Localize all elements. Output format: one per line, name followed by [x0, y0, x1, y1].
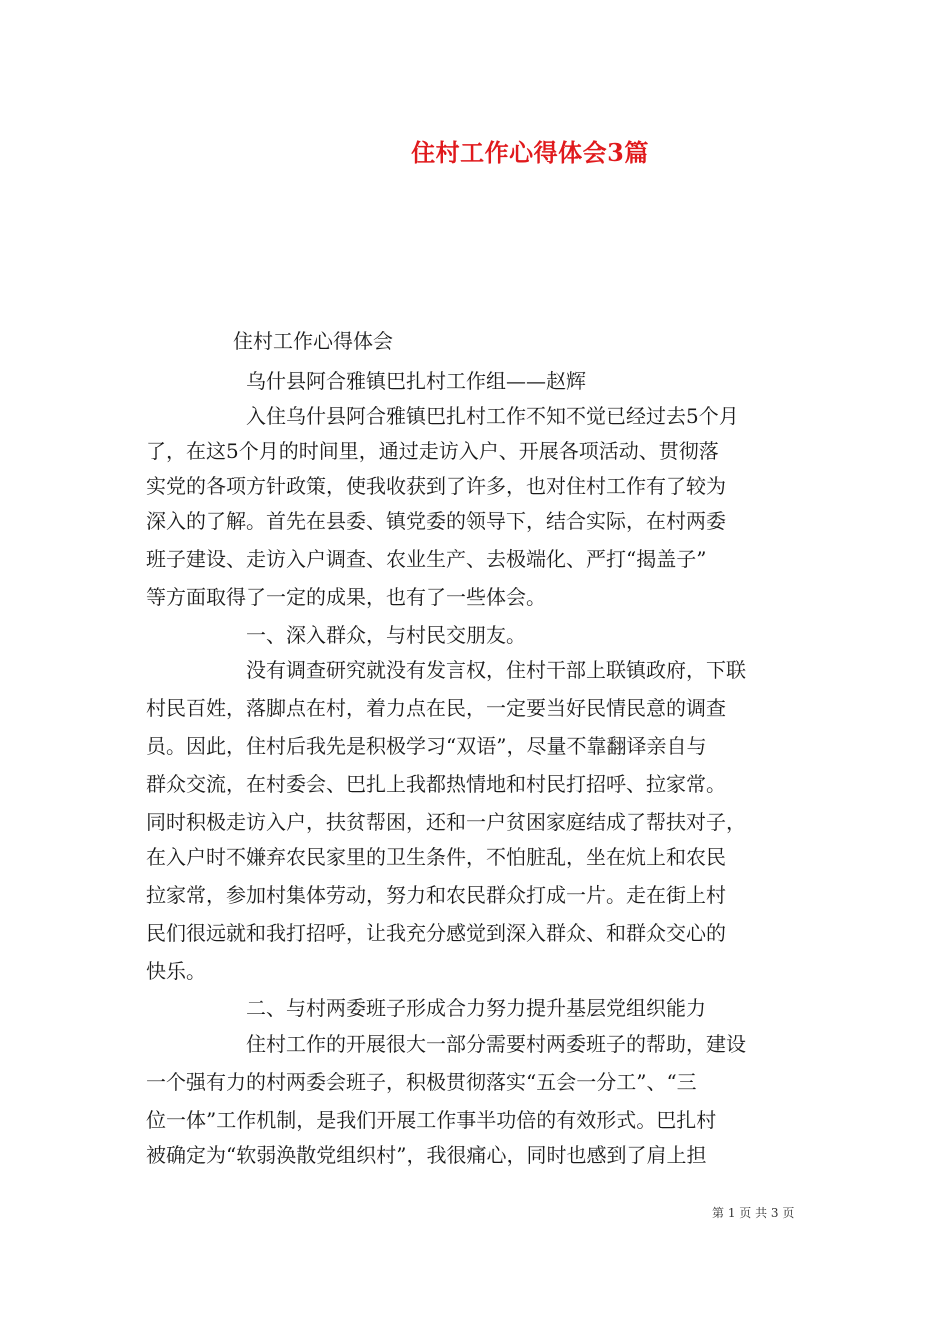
body-line: 员。因此，住村后我先是积极学习“双语”，尽量不靠翻译亲自与 — [146, 734, 707, 758]
body-line: 入住乌什县阿合雅镇巴扎村工作不知不觉已经过去5个月 — [246, 404, 739, 428]
body-line: 在入户时不嫌弃农民家里的卫生条件，不怕脏乱，坐在炕上和农民 — [146, 845, 726, 869]
body-line: 群众交流，在村委会、巴扎上我都热情地和村民打招呼、拉家常。 — [146, 772, 726, 796]
section-heading: 二、与村两委班子形成合力努力提升基层党组织能力 — [246, 996, 706, 1020]
body-line: 班子建设、走访入户调查、农业生产、去极端化、严打“揭盖子” — [146, 547, 707, 571]
body-line: 了，在这5个月的时间里，通过走访入户、开展各项活动、贯彻落 — [146, 439, 719, 463]
section-heading: 一、深入群众，与村民交朋友。 — [246, 623, 526, 647]
document-heading: 住村工作心得体会 — [233, 329, 393, 353]
document-title: 住村工作心得体会3篇 — [411, 138, 649, 167]
body-line: 被确定为“软弱涣散党组织村”，我很痛心，同时也感到了肩上担 — [146, 1143, 707, 1167]
body-line: 村民百姓，落脚点在村，着力点在民，一定要当好民情民意的调查 — [146, 696, 726, 720]
body-line: 拉家常，参加村集体劳动，努力和农民群众打成一片。走在街上村 — [146, 883, 726, 907]
body-line: 等方面取得了一定的成果，也有了一些体会。 — [146, 585, 546, 609]
page-footer: 第 1 页 共 3 页 — [712, 1206, 795, 1220]
body-line: 民们很远就和我打招呼，让我充分感觉到深入群众、和群众交心的 — [146, 921, 726, 945]
body-line: 实党的各项方针政策，使我收获到了许多，也对住村工作有了较为 — [146, 474, 726, 498]
body-line: 同时积极走访入户，扶贫帮困，还和一户贫困家庭结成了帮扶对子， — [146, 810, 746, 834]
body-line: 快乐。 — [146, 959, 206, 983]
document-byline: 乌什县阿合雅镇巴扎村工作组——赵辉 — [246, 369, 586, 393]
body-line: 一个强有力的村两委会班子，积极贯彻落实“五会一分工”、“三 — [146, 1070, 697, 1094]
body-line: 深入的了解。首先在县委、镇党委的领导下，结合实际，在村两委 — [146, 509, 726, 533]
body-line: 没有调查研究就没有发言权，住村干部上联镇政府，下联 — [246, 658, 746, 682]
body-line: 住村工作的开展很大一部分需要村两委班子的帮助，建设 — [246, 1032, 746, 1056]
body-line: 位一体”工作机制，是我们开展工作事半功倍的有效形式。巴扎村 — [146, 1108, 717, 1132]
